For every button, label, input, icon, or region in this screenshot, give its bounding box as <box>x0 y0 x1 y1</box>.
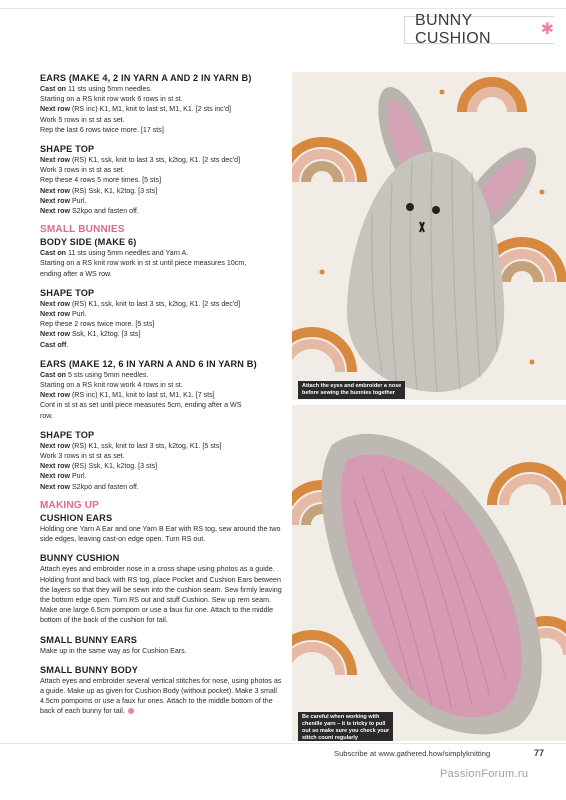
instruction-line: Next row S2kpo and fasten off. <box>40 482 139 491</box>
instruction-line: Starting on a RS knit row work 6 rows in st st. <box>40 95 183 104</box>
instruction-line: Next row Purl. <box>40 196 87 205</box>
instruction-line: Cast off. <box>40 340 69 349</box>
end-dot-icon <box>128 708 134 714</box>
ear-illustration <box>292 405 566 741</box>
section-heading: SMALL BUNNY EARS <box>40 634 138 645</box>
subscribe-line: Subscribe at www.gathered.how/simplyknitting <box>334 749 491 758</box>
instruction-line: Next row (RS inc) K1, M1, knit to last st, M1, K1. [7 sts] <box>40 391 215 400</box>
pattern-column <box>40 72 285 725</box>
section-heading: SMALL BUNNY BODY <box>40 664 139 675</box>
shape-top-section <box>40 429 285 492</box>
pink-heading: SMALL BUNNIES <box>40 224 125 236</box>
bunny-cushion-section <box>40 552 285 625</box>
pink-heading: MAKING UP <box>40 499 100 511</box>
instruction-line: Cast on 11 sts using 5mm needles and Yarn A. <box>40 249 189 258</box>
instruction-line: Next row (RS inc) K1, M1, knit to last st, M1, K1. [2 sts inc'd] <box>40 105 231 114</box>
instruction-line: Next row Ssk, K1, k2tog. [3 sts] <box>40 330 141 339</box>
instruction-paragraph: Attach eyes and embroider several vertical stitches for nose, using photos as a guide. Make up as given for Cushion Body (without pocket). Make 3 small 4.5cm pompoms or use a faux fur ones. Attach to the middle bottom of the back of each bunny for tail. <box>40 676 282 716</box>
instruction-line: Starting on a RS knit row work in st st until piece measures 10cm, <box>40 259 247 268</box>
small-ears-section <box>40 358 285 421</box>
instruction-line: Next row Purl. <box>40 472 87 481</box>
bunny-illustration <box>292 72 566 400</box>
section-heading: SHAPE TOP <box>40 144 95 155</box>
small-bunny-body-section <box>40 664 285 717</box>
instruction-line: Next row (RS) K1, ssk, knit to last 3 sts, k2tog, K1. [2 sts dec'd] <box>40 156 241 165</box>
instruction-line: Next row (RS) Ssk, K1, k2tog. [3 sts] <box>40 462 158 471</box>
instruction-line: Next row (RS) K1, ssk, knit to last 3 sts, k2tog, K1. [2 sts dec'd] <box>40 299 241 308</box>
instruction-line: Cast on 11 sts using 5mm needles. <box>40 85 152 93</box>
section-heading: EARS (MAKE 12, 6 IN YARN A AND 6 IN YARN B) <box>40 358 257 369</box>
photo-caption-bottom: Be careful when working with chenille yarn – it is tricky to pull out so make sure you check your stitch count regularly <box>298 712 393 741</box>
instruction-line: Next row S2kpo and fasten off. <box>40 207 139 216</box>
watermark: PassionForum.ru <box>440 768 529 780</box>
page-title: BUNNY CUSHION <box>415 12 491 47</box>
section-heading: EARS (MAKE 4, 2 IN YARN A AND 2 IN YARN B) <box>40 73 252 83</box>
footer-rule <box>0 743 566 744</box>
instruction-line: Rep these 4 rows 5 more times. [5 sts] <box>40 176 162 185</box>
instruction-line: Starting on a RS knit row work 4 rows in st st. <box>40 381 183 390</box>
instruction-line: Next row (RS) K1, ssk, knit to last 3 sts, k2tog, K1. [5 sts] <box>40 441 222 450</box>
instruction-paragraph: Attach eyes and embroider nose in a cross shape using photos as a guide. Holding front and back with RS tog, place Pocket and Cushion Ears between the layers so that they will be sewn into the cushion seam. Sew firmly leaving the bottom edge open. Turn RS out and stuff Cushion. Sew up rem seam. Make one large 6.5cm pompom or use a faux fur one. Attach to the middle bottom of the back of the cushion for tail. <box>40 565 282 625</box>
photo-caption-top: Attach the eyes and embroider a nose before sewing the bunnies together <box>298 381 405 399</box>
instruction-line: Rep these 2 rows twice more. [5 sts] <box>40 320 155 329</box>
instruction-line: Work 3 rows in st st as set. <box>40 166 125 175</box>
page-number: 77 <box>534 748 545 758</box>
star-icon: ✱ <box>540 21 554 38</box>
shape-top-section <box>40 143 285 216</box>
header-rule <box>0 8 566 9</box>
instruction-paragraph: Make up in the same way as for Cushion Ears. <box>40 646 187 655</box>
section-heading: SHAPE TOP <box>40 287 95 298</box>
instruction-line: Work 3 rows in st st as set. <box>40 452 125 461</box>
bunny-photo-top <box>292 72 566 400</box>
instruction-line: Next row Purl. <box>40 310 87 319</box>
section-heading: BODY SIDE (MAKE 6) <box>40 237 137 248</box>
instruction-line: ending after a WS row. <box>40 269 112 278</box>
instruction-line: row. <box>40 411 54 420</box>
section-heading: SHAPE TOP <box>40 429 95 440</box>
section-title-box <box>404 12 554 47</box>
instruction-line: Next row (RS) Ssk, K1, k2tog. [3 sts] <box>40 186 158 195</box>
making-up-section <box>40 500 285 544</box>
small-bunnies-section <box>40 224 285 279</box>
instruction-line: Rep the last 6 rows twice more. [17 sts] <box>40 125 164 134</box>
instruction-line: Cont in st st as set until piece measures 5cm, ending after a WS <box>40 401 242 410</box>
shape-top-section <box>40 287 285 350</box>
ears-section <box>40 72 285 135</box>
instruction-paragraph: Holding one Yarn A Ear and one Yarn B Ear with RS tog, sew around the two side edges, leaving cast-on edge open. Turn RS out. <box>40 524 281 544</box>
small-bunny-ears-section <box>40 634 285 656</box>
ear-photo-bottom <box>292 405 566 741</box>
section-heading: CUSHION EARS <box>40 512 113 523</box>
instruction-line: Work 5 rows in st st as set. <box>40 115 125 124</box>
instruction-line: Cast on 5 sts using 5mm needles. <box>40 370 149 379</box>
section-heading: BUNNY CUSHION <box>40 553 120 564</box>
